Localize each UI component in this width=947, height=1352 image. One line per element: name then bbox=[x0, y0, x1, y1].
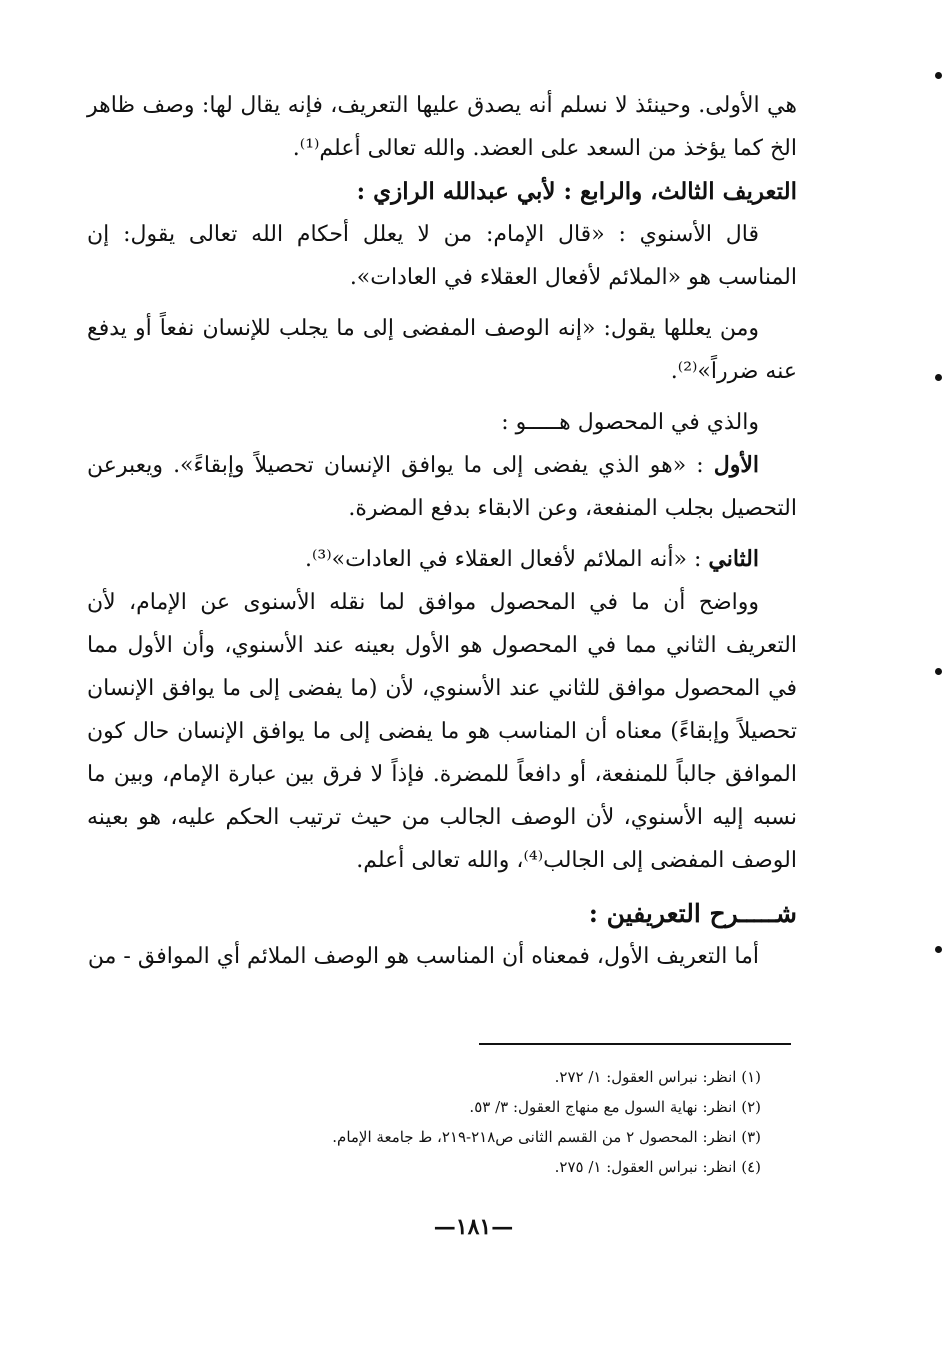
scan-mark-dot bbox=[935, 946, 942, 953]
paragraph-first-item bbox=[87, 444, 797, 530]
footnote-2: (٢) انظر: نهاية السول مع منهاج العقول: ٣/ ٥٣. bbox=[469, 1098, 761, 1116]
paragraph-second-definition: ومن يعللها يقول: «إنه الوصف المفضى إلى ما يجلب للإنسان نفعاً أو يدفع عنه ضرراً»⁽²⁾. bbox=[87, 316, 797, 384]
page-number: —١٨١— bbox=[433, 1214, 514, 1240]
section-heading-third-fourth-definition: التعريف الثالث، والرابع : لأبي عبدالله الرازي : bbox=[356, 178, 797, 205]
paragraph-second-item bbox=[87, 538, 797, 581]
second-item-text: : «أنه الملائم لأفعال العقلاء في العادات»⁽³⁾. bbox=[304, 547, 702, 572]
paragraph-explanation-first: أما التعريف الأول، فمعناه أن المناسب هو الوصف الملائم أي الموافق - من bbox=[87, 944, 759, 969]
first-item-text: : «هو الذي يفضى إلى ما يوافق الإنسان تحصيلاً وإبقاءً». ويعبرعن التحصيل بجلب المنفعة، وعن الابقاء بدفع المضرة. bbox=[87, 453, 797, 521]
scan-mark-dot bbox=[935, 668, 942, 675]
paragraph-mahsul-intro: والذي في المحصول هـــــو : bbox=[501, 410, 759, 435]
paragraph-asnawi-quote: قال الأسنوي : «قال الإمام: من لا يعلل أحكام الله تعالى يقول: إن المناسب هو «الملائم لأفعال العقلاء في العادات». bbox=[87, 222, 797, 290]
footnote-3: (٣) انظر: المحصول ٢ من القسم الثانى ص٢١٨-٢١٩، ط جامعة الإمام. bbox=[332, 1128, 761, 1146]
main-text bbox=[87, 84, 797, 978]
footnote-separator bbox=[479, 1043, 791, 1045]
footnote-1: (١) انظر: نبراس العقول: ١/ ٢٧٢. bbox=[554, 1068, 761, 1086]
paragraph-comparison: وواضح أن ما في المحصول موافق لما نقله الأسنوى عن الإمام، لأن التعريف الثاني مما في المحصول هو الأول بعينه عند الأسنوي، وأن الأول مما في المحصول موافق للثاني عند الأسنوي، لأن (ما يفضى إلى ما يوافق الإنسان تحصيلاً وإبقاءً) معناه أن المناسب هو ما يفضى إلى ما يوافق الإنسان حال كون الموافق جالباً للمنفعة، أو دافعاً للمضرة. فإذاً لا فرق بين عبارة الإمام، وبين ما نسبه إليه الأسنوي، لأن الوصف الجالب من حيث ترتيب الحكم عليه، هو بعينه الوصف المفضى إلى الجالب⁽⁴⁾، والله تعالى أعلم. bbox=[87, 590, 797, 873]
footnote-4: (٤) انظر: نبراس العقول: ١/ ٢٧٥. bbox=[554, 1158, 761, 1176]
first-label: الأول bbox=[713, 452, 760, 478]
section-heading-explanation: شـــــرح التعريفين : bbox=[588, 899, 797, 928]
footnotes bbox=[201, 1062, 761, 1182]
second-label: الثاني bbox=[708, 546, 759, 572]
paragraph-1: هي الأولى. وحينئذ لا نسلم أنه يصدق عليها التعريف، فإنه يقال لها: وصف ظاهر الخ كما يؤخذ من السعد على العضد. والله تعالى أعلم⁽¹⁾. bbox=[87, 93, 797, 161]
scan-mark-dot bbox=[935, 374, 942, 381]
scan-mark-dot bbox=[935, 72, 942, 79]
